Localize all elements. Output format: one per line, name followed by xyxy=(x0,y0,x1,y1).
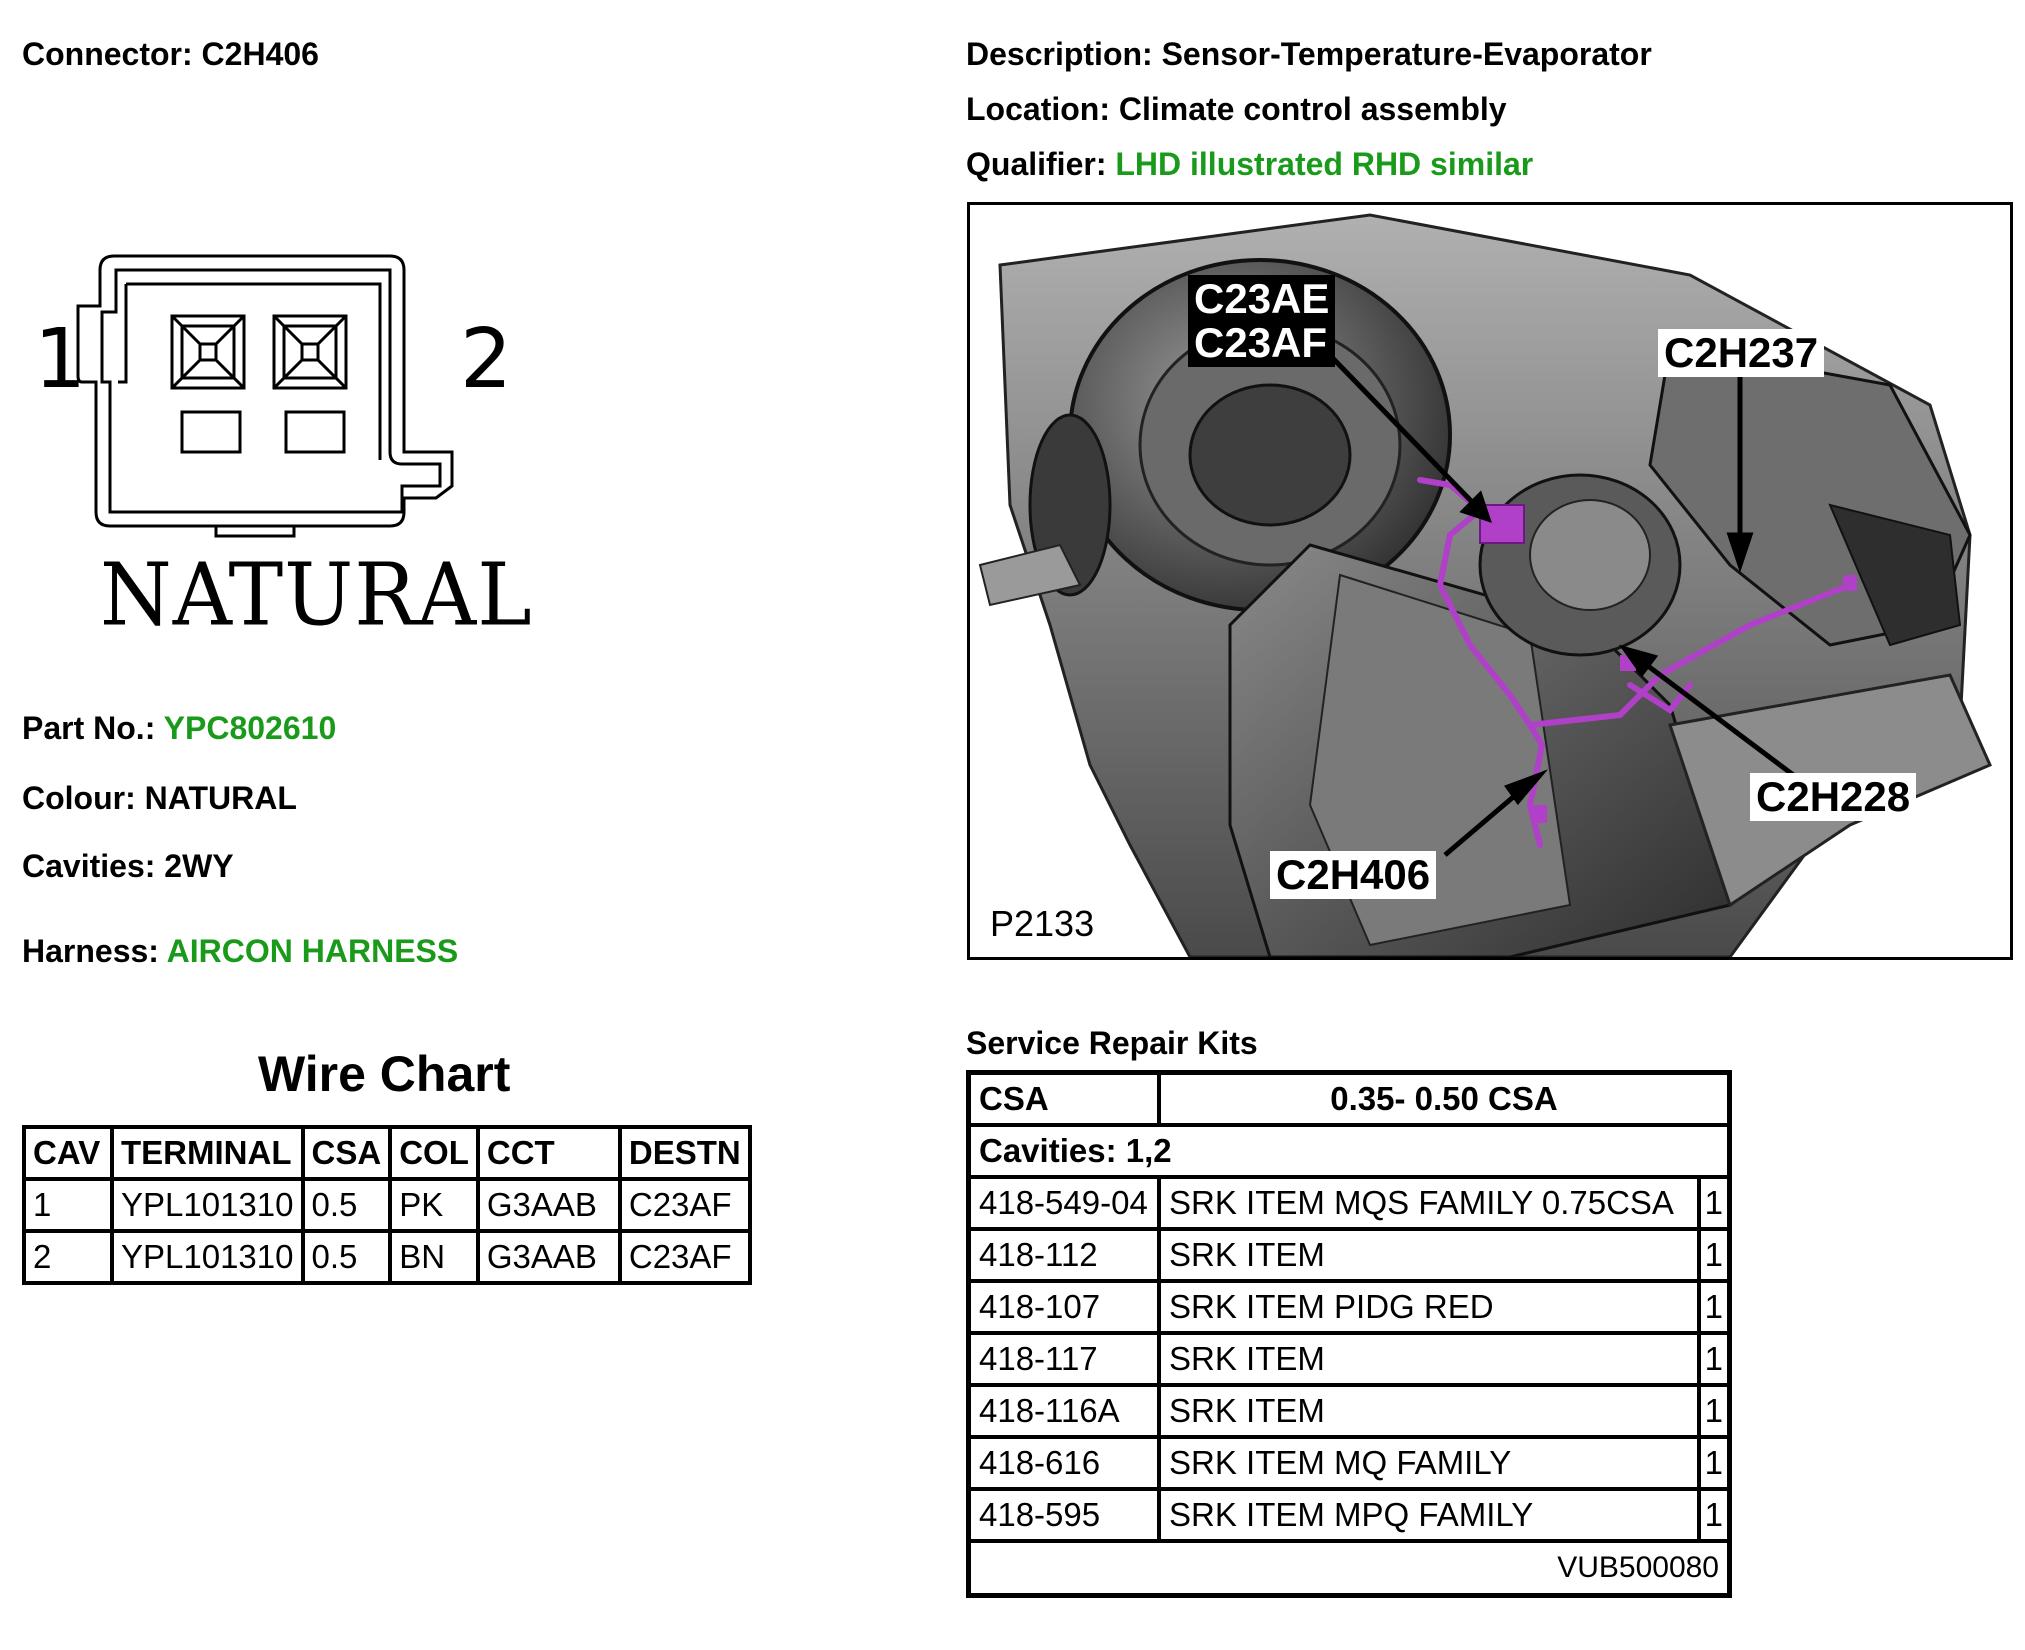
srk-title: Service Repair Kits xyxy=(966,1025,1258,1061)
table-row xyxy=(24,1179,750,1231)
col-header: COL xyxy=(390,1127,478,1179)
callout-c23ae: C23AE xyxy=(1194,275,1330,322)
cavities-line xyxy=(22,848,234,885)
srk-desc: SRK ITEM MQ FAMILY xyxy=(1159,1437,1699,1489)
table-row xyxy=(969,1437,1730,1489)
table-row xyxy=(969,1489,1730,1541)
part-no-label: Part No.: xyxy=(22,710,156,746)
location-label: Location: xyxy=(966,91,1110,127)
table-row xyxy=(969,1385,1730,1437)
wire-chart-table xyxy=(22,1125,752,1285)
connector-colour-caption: NATURAL xyxy=(100,545,533,646)
srk-part: 418-595 xyxy=(969,1489,1160,1541)
srk-desc: SRK ITEM MQS FAMILY 0.75CSA xyxy=(1159,1177,1699,1229)
part-no-line xyxy=(22,710,336,747)
srk-desc: SRK ITEM xyxy=(1159,1333,1699,1385)
connector-id-line xyxy=(22,36,319,73)
srk-qty: 1 xyxy=(1699,1437,1730,1489)
srk-table xyxy=(966,1070,1732,1598)
colour-value: NATURAL xyxy=(144,780,297,816)
srk-csa-label: CSA xyxy=(969,1073,1160,1126)
table-row xyxy=(969,1281,1730,1333)
part-no-value: YPC802610 xyxy=(163,710,337,746)
srk-qty: 1 xyxy=(1699,1333,1730,1385)
cell: 0.5 xyxy=(303,1179,391,1231)
srk-part: 418-117 xyxy=(969,1333,1160,1385)
table-row xyxy=(24,1231,750,1283)
cell: YPL101310 xyxy=(112,1179,303,1231)
cell: BN xyxy=(390,1231,478,1283)
table-row xyxy=(969,1177,1730,1229)
srk-cavities: Cavities: 1,2 xyxy=(969,1125,1730,1177)
table-row xyxy=(969,1333,1730,1385)
connector-value: C2H406 xyxy=(201,36,319,72)
cell: PK xyxy=(390,1179,478,1231)
figure-id: P2133 xyxy=(984,903,1100,945)
pin-2-label: 2 xyxy=(460,312,513,407)
table-row xyxy=(969,1229,1730,1281)
srk-part: 418-112 xyxy=(969,1229,1160,1281)
cavities-value: 2WY xyxy=(164,848,234,884)
qualifier-line xyxy=(966,146,1533,183)
srk-qty: 1 xyxy=(1699,1489,1730,1541)
srk-footer-row xyxy=(969,1541,1730,1596)
cell: G3AAB xyxy=(478,1231,620,1283)
colour-line xyxy=(22,780,297,817)
qualifier-label: Qualifier: xyxy=(966,146,1107,182)
srk-qty: 1 xyxy=(1699,1229,1730,1281)
col-header: CCT xyxy=(478,1127,620,1179)
cell: 2 xyxy=(24,1231,112,1283)
pin-1-label: 1 xyxy=(34,312,87,407)
srk-qty: 1 xyxy=(1699,1177,1730,1229)
srk-part: 418-549-04 xyxy=(969,1177,1160,1229)
srk-desc: SRK ITEM PIDG RED xyxy=(1159,1281,1699,1333)
callout-c23ae-c23af xyxy=(1188,275,1335,367)
srk-part: 418-116A xyxy=(969,1385,1160,1437)
col-header: TERMINAL xyxy=(112,1127,303,1179)
component-illustration xyxy=(967,202,2013,960)
srk-qty: 1 xyxy=(1699,1385,1730,1437)
cell: C23AF xyxy=(620,1231,750,1283)
col-header: DESTN xyxy=(620,1127,750,1179)
srk-footer-code: VUB500080 xyxy=(969,1541,1730,1596)
srk-desc: SRK ITEM xyxy=(1159,1385,1699,1437)
srk-qty: 1 xyxy=(1699,1281,1730,1333)
cell: 0.5 xyxy=(303,1231,391,1283)
srk-part: 418-107 xyxy=(969,1281,1160,1333)
description-label: Description: xyxy=(966,36,1153,72)
callout-c2h237: C2H237 xyxy=(1658,329,1824,377)
srk-desc: SRK ITEM xyxy=(1159,1229,1699,1281)
wire-chart-title: Wire Chart xyxy=(258,1046,511,1102)
connector-face-icon xyxy=(30,240,470,540)
cavities-label: Cavities: xyxy=(22,848,156,884)
callout-c23af: C23AF xyxy=(1194,319,1328,366)
climate-assembly-image xyxy=(970,205,2010,957)
callout-c2h406: C2H406 xyxy=(1270,851,1436,899)
harness-value: AIRCON HARNESS xyxy=(166,933,459,969)
description-line xyxy=(966,36,1652,73)
col-header: CSA xyxy=(303,1127,391,1179)
srk-part: 418-616 xyxy=(969,1437,1160,1489)
srk-cavities-row xyxy=(969,1125,1730,1177)
description-value: Sensor-Temperature-Evaporator xyxy=(1161,36,1652,72)
cell: 1 xyxy=(24,1179,112,1231)
srk-csa-row xyxy=(969,1073,1730,1126)
location-value: Climate control assembly xyxy=(1118,91,1507,127)
harness-label: Harness: xyxy=(22,933,159,969)
qualifier-value: LHD illustrated RHD similar xyxy=(1115,146,1534,182)
wire-chart-header-row xyxy=(24,1127,750,1179)
srk-csa-value: 0.35- 0.50 CSA xyxy=(1159,1073,1730,1126)
srk-desc: SRK ITEM MPQ FAMILY xyxy=(1159,1489,1699,1541)
cell: C23AF xyxy=(620,1179,750,1231)
cell: G3AAB xyxy=(478,1179,620,1231)
col-header: CAV xyxy=(24,1127,112,1179)
harness-line xyxy=(22,933,458,970)
cell: YPL101310 xyxy=(112,1231,303,1283)
connector-label: Connector: xyxy=(22,36,193,72)
location-line xyxy=(966,91,1507,128)
callout-c2h228: C2H228 xyxy=(1750,773,1916,821)
colour-label: Colour: xyxy=(22,780,136,816)
